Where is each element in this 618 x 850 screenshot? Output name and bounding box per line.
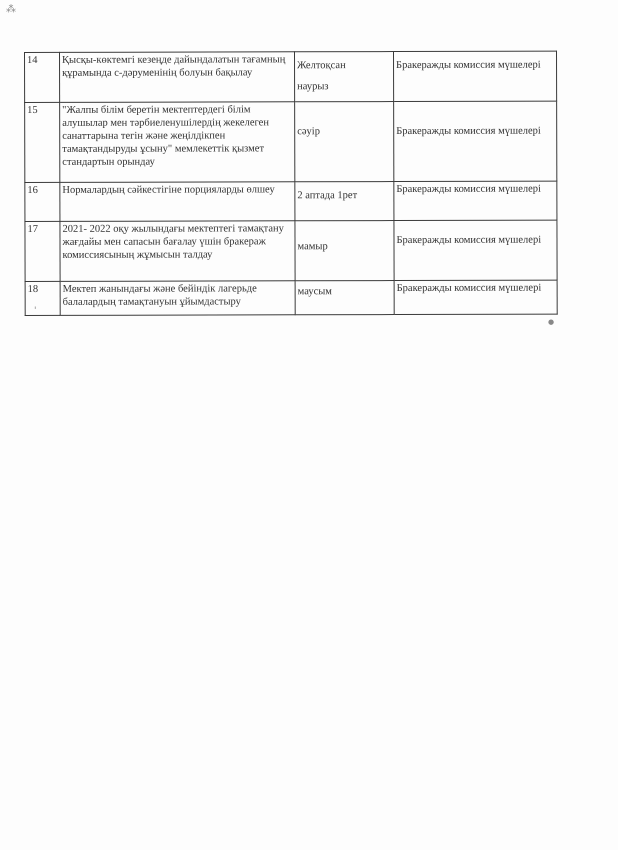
plan-table [24, 51, 558, 316]
responsible-text: Бракеражды комиссия мүшелері [396, 125, 541, 138]
event-description: Қысқы-көктемгі кезеңде дайындалатын тағамның құрамында с-дәруменінің болуын бақылау [60, 52, 295, 103]
event-term [295, 182, 394, 221]
table-row [25, 51, 557, 102]
event-description: Мектеп жанындағы және бейіндік лагерьде балалардың тамақтануын ұйымдастыру [60, 281, 295, 316]
table-row [25, 101, 557, 182]
row-number: 17 [25, 221, 60, 281]
event-responsible [394, 181, 557, 220]
scan-mark-icon: ⁂ [6, 4, 16, 15]
event-term [295, 281, 394, 315]
table-row [25, 220, 557, 281]
responsible-text: Бракеражды комиссия мүшелері [396, 59, 541, 72]
term-line: сәуір [297, 126, 320, 138]
scan-mark-icon: ● [548, 318, 555, 326]
event-description: Нормалардың сәйкестігіне порцияларды өлшеу [60, 182, 295, 222]
term-line: Желтоқсан [297, 60, 346, 72]
term-line: маусым [297, 286, 332, 298]
event-description: 2021- 2022 оқу жылындағы мектептегі тамақтану жағдайы мен сапасын бағалау үшін бракераж комиссиясының жұмысын талдау [60, 221, 295, 282]
event-responsible [394, 51, 557, 101]
row-number: 18 [25, 281, 60, 315]
event-responsible [394, 280, 557, 314]
responsible-text: Бракеражды комиссия мүшелері [396, 183, 542, 196]
table-row [25, 280, 557, 315]
responsible-text: Бракеражды комиссия мүшелері [396, 282, 542, 295]
event-term [295, 52, 394, 102]
event-description: "Жалпы білім беретін мектептердегі білім алушылар мен тәрбиеленушілердің жекелеген санаттарына тегін және жеңілдікпен тамақтандыруды ұсыну" мемлекеттік қызмет стандартын орындау [60, 102, 295, 183]
term-line: наурыз [297, 81, 329, 93]
row-number: 16 [25, 182, 60, 221]
term-line: мамыр [297, 241, 328, 253]
table-row [25, 181, 557, 221]
row-number: 14 [25, 52, 60, 102]
event-responsible [394, 101, 557, 181]
row-number: 15 [25, 102, 60, 182]
term-line: 2 аптада 1рет [297, 190, 358, 202]
event-responsible [394, 220, 557, 280]
scan-mark-icon: ' [34, 306, 37, 316]
event-term [295, 221, 394, 281]
event-term [295, 102, 394, 182]
responsible-text: Бракеражды комиссия мүшелері [396, 234, 542, 247]
